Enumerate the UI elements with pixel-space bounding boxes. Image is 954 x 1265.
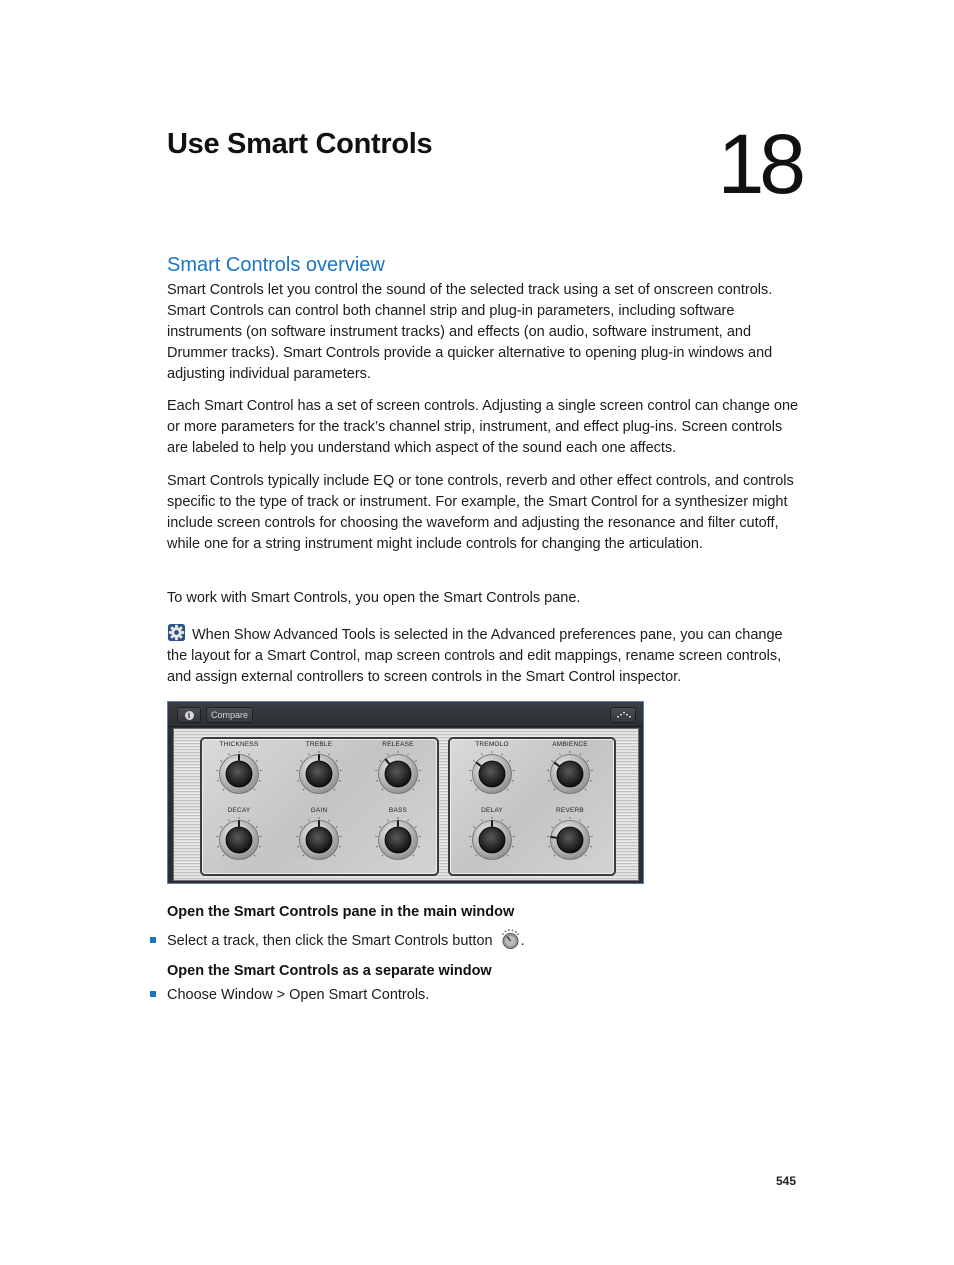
inspector-button[interactable]	[177, 707, 201, 723]
knob-cap	[385, 827, 411, 853]
knob-tick	[554, 789, 555, 790]
knob-tick	[413, 789, 414, 790]
knob-tick	[482, 820, 483, 822]
arpeggiator-icon	[611, 708, 635, 722]
knob-tick	[415, 826, 417, 827]
knob-release[interactable]	[367, 741, 429, 807]
knob-treble[interactable]	[288, 741, 350, 807]
knob-tick	[336, 826, 338, 827]
knob-tick	[560, 754, 561, 756]
knob-tick	[473, 760, 475, 761]
step-text: Select a track, then click the Smart Controls button	[167, 933, 497, 949]
knob-group-right	[448, 737, 616, 876]
knob-tick	[470, 780, 472, 781]
knob-cap	[306, 761, 332, 787]
knob-tick	[509, 760, 511, 761]
knob-tick	[413, 855, 414, 856]
knob-tick	[256, 826, 258, 827]
knob-tick	[259, 846, 261, 847]
knob-tick	[220, 826, 222, 827]
knob-cap	[226, 827, 252, 853]
knob-tick	[217, 780, 219, 781]
knob-tick	[512, 780, 514, 781]
knob-tick	[507, 855, 508, 856]
knob-dial	[468, 750, 516, 798]
knob-tick	[336, 760, 338, 761]
knob-label: DECAY	[227, 807, 251, 814]
knob-gain[interactable]	[288, 807, 350, 873]
step-text: Choose Window > Open Smart Controls.	[167, 987, 430, 1003]
knob-tick	[334, 789, 335, 790]
knob-tick	[249, 754, 250, 756]
chapter-title: Use Smart Controls	[167, 128, 433, 160]
bullet-icon	[150, 937, 156, 943]
smart-controls-button-icon[interactable]	[499, 928, 521, 950]
knob-dial	[295, 816, 343, 864]
knob-dial	[546, 816, 594, 864]
knob-tick	[329, 820, 330, 822]
knob-tick	[476, 855, 477, 856]
knob-tick	[509, 826, 511, 827]
paragraph-screen-controls: Each Smart Control has a set of screen controls. Adjusting a single screen control can change one or more parameters for the track’s channel strip, instrument, and effect plug-ins. Screen controls are labeled to help you understand which aspect of the sound each one affects.	[167, 398, 799, 456]
knob-pointer	[551, 837, 556, 838]
advanced-tools-note-text: When Show Advanced Tools is selected in the Advanced preferences pane, you can change the layout for a Smart Control, map screen controls and edit mappings, rename screen controls, and assign external controllers to screen controls in the Smart Control inspector.	[167, 627, 783, 685]
knob-label: THICKNESS	[219, 741, 259, 748]
compare-button[interactable]: Compare	[206, 707, 253, 723]
section-heading: Smart Controls overview	[167, 254, 385, 276]
knob-tick	[256, 760, 258, 761]
knob-cap	[557, 827, 583, 853]
knob-tick	[502, 754, 503, 756]
knob-bass[interactable]	[367, 807, 429, 873]
chapter-number: 18	[717, 117, 801, 211]
knob-tick	[223, 789, 224, 790]
knob-tick	[548, 780, 550, 781]
advanced-tools-note	[167, 623, 792, 688]
procedure-heading-pane: Open the Smart Controls pane in the main window	[167, 904, 515, 920]
procedure-step-pane	[150, 928, 525, 951]
knob-tick	[297, 846, 299, 847]
knob-tick	[220, 760, 222, 761]
knob-label: RELEASE	[382, 741, 414, 748]
knob-tick	[408, 820, 409, 822]
arpeggiator-button[interactable]	[610, 707, 636, 723]
knob-tick	[329, 754, 330, 756]
knob-tick	[376, 846, 378, 847]
paragraph-intro: Smart Controls let you control the sound of the selected track using a set of onscreen controls. Smart Controls can control both channel strip and plug-in parameters, including software instruments (on software instrument tracks) and effects (on audio, software instrument, and Drummer tracks). Smart Controls provide a quicker alternative to opening plug-in windows and adjusting individual parameters.	[167, 282, 773, 382]
knob-tick	[507, 789, 508, 790]
knob-tick	[482, 754, 483, 756]
knob-tick	[379, 826, 381, 827]
knob-ambience[interactable]	[539, 741, 601, 807]
knob-tick	[334, 855, 335, 856]
knob-tick	[580, 820, 581, 822]
knob-tick	[548, 846, 550, 847]
knob-thickness[interactable]	[208, 741, 270, 807]
knob-tick	[415, 760, 417, 761]
knob-tick	[580, 754, 581, 756]
knob-tick	[249, 820, 250, 822]
knob-tick	[560, 820, 561, 822]
knob-tick	[470, 846, 472, 847]
knob-tick	[309, 754, 310, 756]
knob-tick	[382, 855, 383, 856]
knob-cap	[479, 761, 505, 787]
knob-label: DELAY	[481, 807, 503, 814]
knob-tick	[408, 754, 409, 756]
knob-tremolo[interactable]	[461, 741, 523, 807]
knob-dial	[215, 750, 263, 798]
knob-tick	[339, 846, 341, 847]
knob-tick	[229, 820, 230, 822]
knob-tick	[388, 754, 389, 756]
knob-tick	[587, 826, 589, 827]
knob-tick	[303, 789, 304, 790]
knob-tick	[254, 855, 255, 856]
knob-label: BASS	[388, 807, 408, 814]
knob-delay[interactable]	[461, 807, 523, 873]
knob-decay[interactable]	[208, 807, 270, 873]
knob-label: AMBIENCE	[552, 741, 588, 748]
knob-tick	[217, 846, 219, 847]
knob-tick	[502, 820, 503, 822]
knob-tick	[254, 789, 255, 790]
knob-tick	[223, 855, 224, 856]
knob-label: TREBLE	[305, 741, 333, 748]
knob-tick	[309, 820, 310, 822]
knob-tick	[590, 846, 592, 847]
knob-tick	[388, 820, 389, 822]
step-text-end: .	[520, 933, 525, 949]
knob-tick	[551, 826, 553, 827]
knob-cap	[385, 761, 411, 787]
knob-tick	[297, 780, 299, 781]
knob-tick	[476, 789, 477, 790]
knob-cap	[479, 827, 505, 853]
procedure-heading-window: Open the Smart Controls as a separate window	[167, 963, 492, 979]
knob-tick	[587, 760, 589, 761]
knob-tick	[229, 754, 230, 756]
info-icon: i	[185, 711, 194, 720]
knob-tick	[512, 846, 514, 847]
knob-cap	[557, 761, 583, 787]
knob-tick	[300, 760, 302, 761]
knob-tick	[551, 760, 553, 761]
knob-tick	[473, 826, 475, 827]
knob-tick	[379, 760, 381, 761]
knob-label: GAIN	[310, 807, 328, 814]
knob-label: TREMOLO	[475, 741, 509, 748]
knob-reverb[interactable]	[539, 807, 601, 873]
knob-group-left	[200, 737, 439, 876]
knob-tick	[376, 780, 378, 781]
smart-controls-grille	[173, 728, 639, 881]
knob-tick	[339, 780, 341, 781]
knob-tick	[418, 780, 420, 781]
knob-tick	[382, 789, 383, 790]
knob-dial	[374, 750, 422, 798]
knob-tick	[418, 846, 420, 847]
knob-label: REVERB	[556, 807, 584, 814]
knob-tick	[590, 780, 592, 781]
knob-dial	[468, 816, 516, 864]
smart-controls-toolbar	[168, 702, 643, 727]
knob-tick	[585, 789, 586, 790]
knob-dial	[215, 816, 263, 864]
knob-tick	[585, 855, 586, 856]
knob-cap	[226, 761, 252, 787]
knob-tick	[554, 855, 555, 856]
knob-dial	[295, 750, 343, 798]
page-number: 545	[776, 1174, 797, 1188]
knob-tick	[303, 855, 304, 856]
knob-dial	[374, 816, 422, 864]
knob-dial	[546, 750, 594, 798]
knob-tick	[300, 826, 302, 827]
knob-tick	[259, 780, 261, 781]
procedure-step-window	[150, 985, 429, 1005]
knob-cap	[306, 827, 332, 853]
paragraph-open-pane: To work with Smart Controls, you open the Smart Controls pane.	[167, 590, 581, 606]
paragraph-typical-controls: Smart Controls typically include EQ or tone controls, reverb and other effect controls, and controls specific to the type of track or instrument. For example, the Smart Control for a synthesizer might include screen controls for choosing the waveform and adjusting the resonance and filter cutoff, while one for a string instrument might include controls for changing the articulation.	[167, 473, 794, 552]
bullet-icon	[150, 991, 156, 997]
gear-icon	[167, 623, 186, 642]
smart-controls-panel	[167, 701, 644, 884]
